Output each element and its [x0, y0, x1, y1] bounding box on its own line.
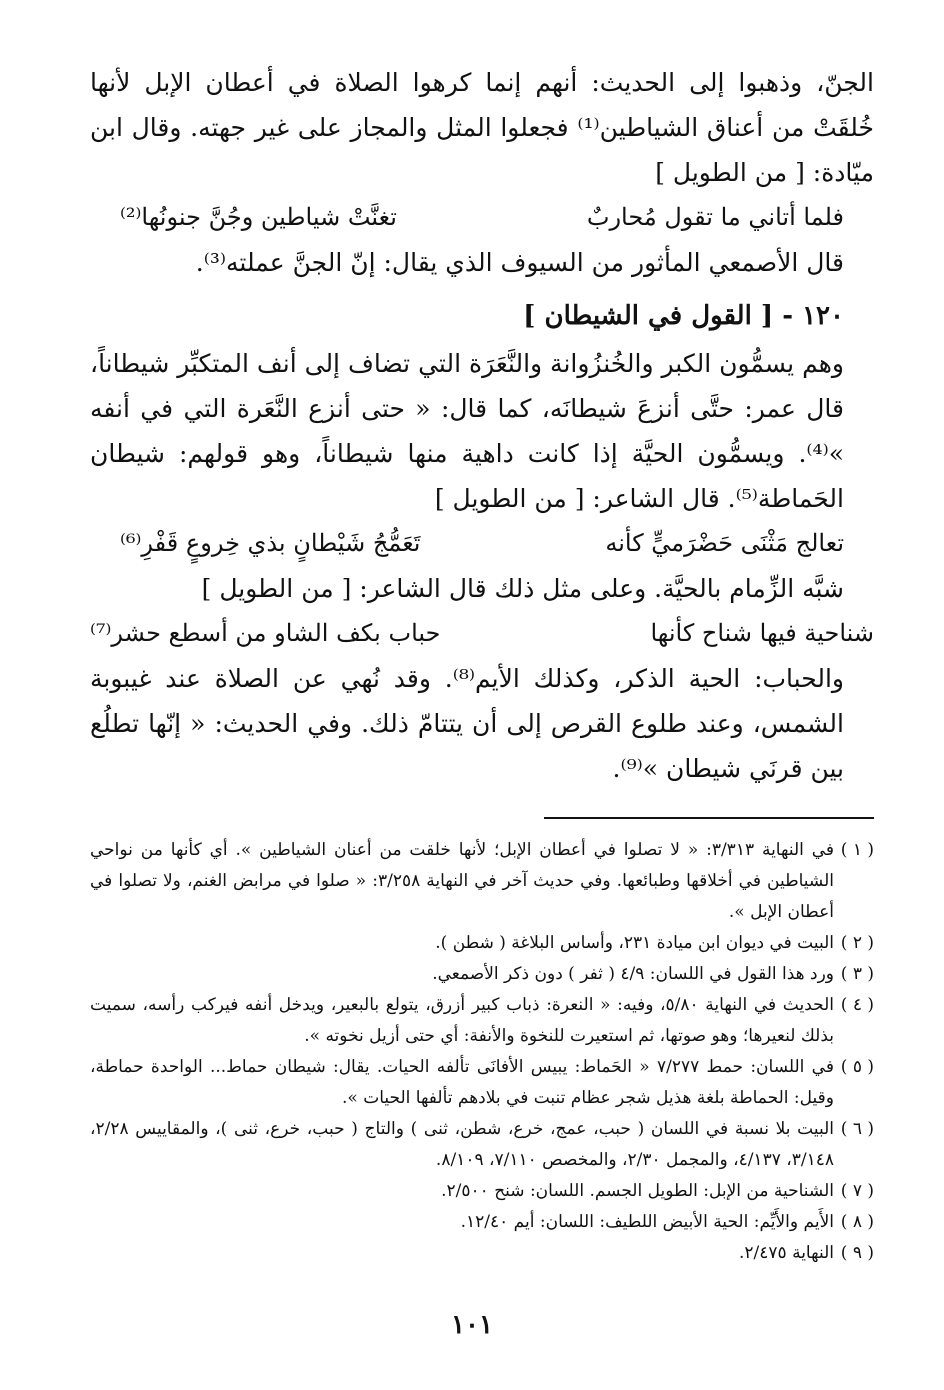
footnote-number: ( ٦ )	[840, 1119, 874, 1139]
verse-3	[90, 611, 874, 656]
footnote-divider	[544, 817, 874, 819]
footnote-number: ( ٢ )	[840, 933, 874, 953]
section-heading: ١٢٠ - [ القول في الشيطان ]	[523, 301, 844, 331]
verse-2-first-hemistich: تعالج مَثْنَى حَضْرَميٍّ كأنه	[605, 529, 844, 557]
footnote-number: ( ٣ )	[840, 964, 874, 984]
paragraph-5: والحباب: الحية الذكر، وكذلك الأيم⁽⁸⁾. وقد نُهي عن الصلاة عند غيبوبة الشمس، وعند طلوع القرص إلى أن يتتامّ ذلك. وفي الحديث: « إنّها تطلُع بين قرنَي شيطان »⁽⁹⁾.	[90, 664, 844, 783]
footnote-text: في اللسان: حمط ٧/٢٧٧ « الحَماط: يبيس الأفانَى تألفه الحيات. يقال: شيطان حماط... الواحدة حماطة، وقيل: الحماطة بلغة هذيل شجر عظام تنبت في بلادهم تألفها الحيات ».	[90, 1057, 834, 1108]
footnote-7	[90, 1176, 874, 1207]
paragraph-1: الجنّ، وذهبوا إلى الحديث: أنهم إنما كرهوا الصلاة في أعطان الإبل لأنها خُلقَتْ من أعناق الشياطين⁽¹⁾ فجعلوا المثل والمجاز على غير جهته. وقال ابن ميّادة: [ من الطويل ]	[90, 68, 874, 187]
verse-2-second-hemistich: تَعَمُّجُ شَيْطانٍ بذي خِروعٍ قَفْرِ⁽⁶⁾	[120, 529, 421, 557]
footnote-text: الشناحية من الإبل: الطويل الجسم. اللسان: شنح ٢/٥٠٠.	[441, 1181, 834, 1201]
footnote-3	[90, 959, 874, 990]
verse-1-first-hemistich: فلما أتاني ما تقول مُحاربٌ	[586, 203, 844, 231]
footnote-1	[90, 835, 874, 928]
footnote-number: ( ٨ )	[840, 1212, 874, 1232]
page-body	[90, 60, 874, 1269]
footnote-text: الأَيم والأَيِّم: الحية الأبيض اللطيف: اللسان: أيم ١٢/٤٠.	[460, 1212, 834, 1232]
paragraph-4: شبَّه الزِّمام بالحيَّة. وعلى مثل ذلك قال الشاعر: [ من الطويل ]	[201, 574, 844, 603]
footnote-number: ( ٩ )	[840, 1243, 874, 1263]
footnote-text: الحديث في النهاية ٥/٨٠، وفيه: « النعرة: ذباب كبير أزرق، يتولع بالبعير، ويدخل أنفه فيركب رأسه، سميت بذلك لنعيرها؛ وهو صوتها، ثم استعيرت للنخوة والأنفة: أي حتى أزيل نخوته ».	[90, 995, 834, 1046]
footnote-text: في النهاية ٣/٣١٣: « لا تصلوا في أعطان الإبل؛ لأنها خلقت من أعنان الشياطين ». أي كأنها من نواحي الشياطين في أخلاقها وطبائعها. وفي حديث آخر في النهاية ٣/٢٥٨: « صلوا في مرابض الغنم، ولا تصلوا في أعطان الإبل ».	[90, 840, 835, 922]
paragraph-3: وهم يسمُّون الكبر والخُنزُوانة والنَّعَرَة التي تضاف إلى أنف المتكبِّر شيطاناً، قال عمر: حتَّى أنزعَ شيطانَه، كما قال: « حتى أنزع النَّعَرة التي في أنفه »⁽⁴⁾. ويسمُّون الحيَّة إذا كانت داهية منها شيطاناً، وهو قولهم: شيطان الحَماطة⁽⁵⁾. قال الشاعر: [ من الطويل ]	[90, 349, 844, 513]
footnote-text: النهاية ٢/٤٧٥.	[739, 1243, 834, 1263]
footnote-number: ( ١ )	[840, 840, 874, 860]
footnote-text: البيت في ديوان ابن ميادة ٢٣١، وأساس البلاغة ( شطن ).	[435, 933, 834, 953]
verse-2	[90, 521, 874, 566]
paragraph-2: قال الأصمعي المأثور من السيوف الذي يقال: إنّ الجنَّ عملته⁽³⁾.	[195, 248, 844, 277]
footnote-6	[90, 1114, 874, 1176]
verse-1-second-hemistich: تغنَّتْ شياطين وجُنَّ جنونُها⁽²⁾	[120, 203, 397, 231]
footnote-5	[90, 1052, 874, 1114]
page-number: ١٠١	[451, 1310, 493, 1340]
verse-3-second-hemistich: حباب بكف الشاو من أسطع حشر⁽⁷⁾	[90, 619, 441, 647]
footnote-number: ( ٧ )	[840, 1181, 874, 1201]
footnote-8	[90, 1207, 874, 1238]
footnote-number: ( ٥ )	[840, 1057, 874, 1077]
footnote-text: ورد هذا القول في اللسان: ٤/٩ ( ثفر ) دون ذكر الأصمعي.	[432, 964, 834, 984]
footnote-number: ( ٤ )	[840, 995, 874, 1015]
verse-3-first-hemistich: شناحية فيها شناح كأنها	[650, 619, 874, 647]
footnote-9	[90, 1238, 874, 1269]
footnote-4	[90, 990, 874, 1052]
footnote-text: البيت بلا نسبة في اللسان ( حبب، عمج، خرع، شطن، ثنى ) والتاج ( حبب، خرع، ثنى )، والمقاييس ٢/٢٨، ٣/١٤٨، ٤/١٣٧، والمجمل ٢/٣٠، والمخصص ٧/١١٠، ٨/١٠٩.	[90, 1119, 834, 1170]
footnote-2	[90, 928, 874, 959]
footnotes	[90, 835, 874, 1269]
verse-1	[90, 195, 874, 240]
